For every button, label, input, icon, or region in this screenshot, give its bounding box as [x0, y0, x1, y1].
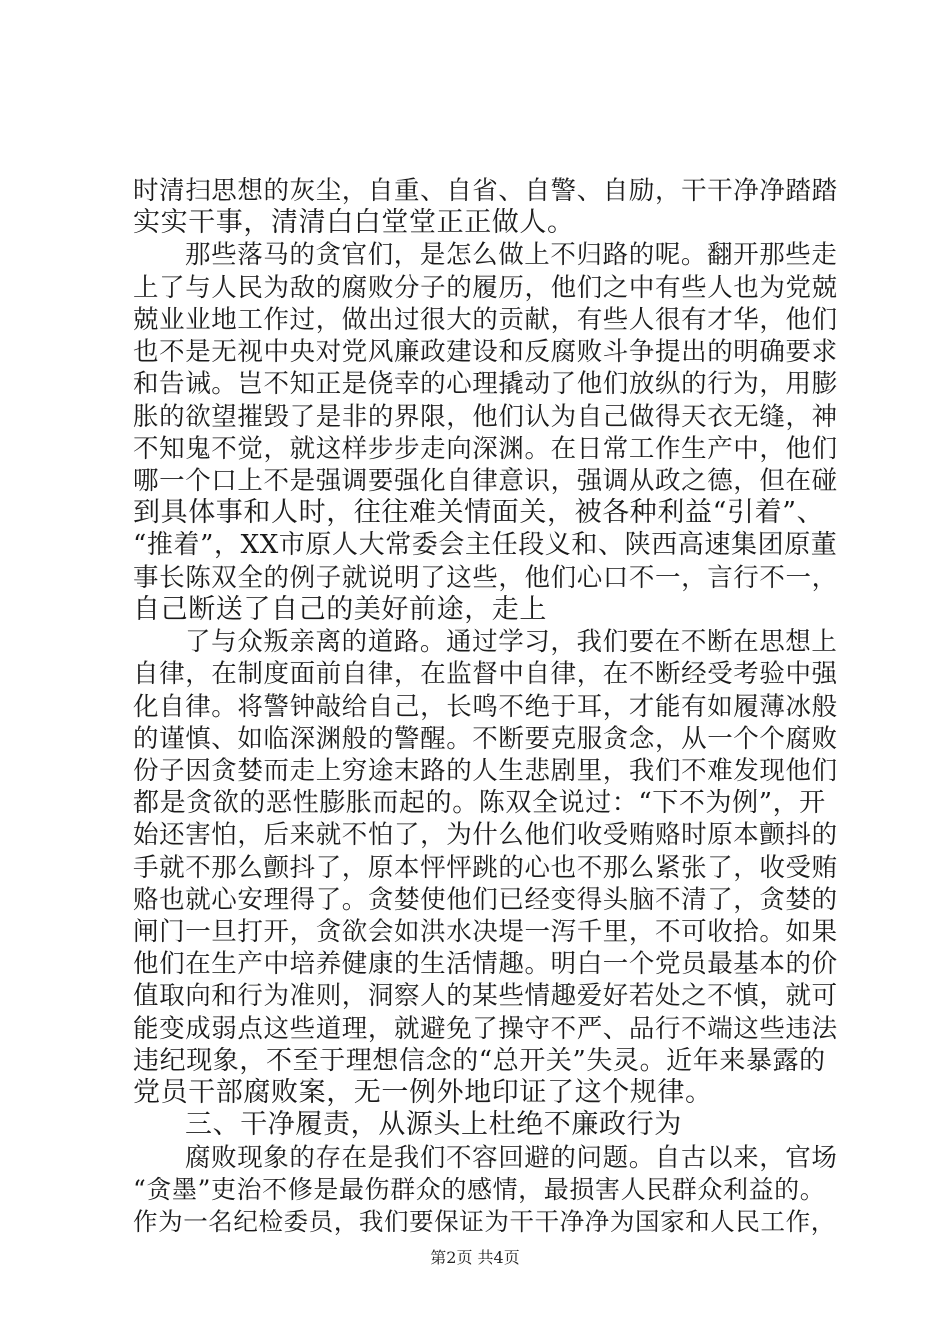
text-line: 和告诫。岂不知正是侥幸的心理撬动了他们放纵的行为，用膨	[133, 369, 838, 399]
text-line: 手就不那么颤抖了，原本怦怦跳的心也不那么紧张了，收受贿	[133, 853, 838, 883]
text-line: 始还害怕，后来就不怕了，为什么他们收受贿赂时原本颤抖的	[133, 820, 838, 850]
text-line: 了与众叛亲离的道路。通过学习，我们要在不断在思想上	[185, 627, 838, 657]
text-line: 违纪现象，不至于理想信念的“总开关”失灵。近年来暴露的	[133, 1046, 826, 1076]
text-line: 的谨慎、如临深渊般的警醒。不断要克服贪念，从一个个腐败	[133, 724, 838, 754]
text-line: 化自律。将警钟敲给自己，长鸣不绝于耳，才能有如履薄冰般	[133, 692, 838, 722]
text-line: 份子因贪婪而走上穷途末路的人生悲剧里，我们不难发现他们	[133, 756, 838, 786]
text-line: 能变成弱点这些道理，就避免了操守不严、品行不端这些违法	[133, 1014, 838, 1044]
text-line: 腐败现象的存在是我们不容回避的问题。自古以来，官场	[185, 1143, 838, 1173]
text-line: 他们在生产中培养健康的生活情趣。明白一个党员最基本的价	[133, 949, 838, 979]
text-line: 胀的欲望摧毁了是非的界限，他们认为自己做得天衣无缝，神	[133, 402, 838, 432]
text-line: 不知鬼不觉，就这样步步走向深渊。在日常工作生产中，他们	[133, 434, 838, 464]
text-line: “贪墨”吏治不修是最伤群众的感情，最损害人民群众利益的。	[133, 1175, 826, 1204]
text-line: 时清扫思想的灰尘，自重、自省、自警、自励，干干净净踏踏	[133, 176, 838, 206]
text-line: 事长陈双全的例子就说明了这些，他们心口不一，言行不一，	[133, 563, 838, 593]
text-line: 赂也就心安理得了。贪婪使他们已经变得头脑不清了，贪婪的	[133, 885, 838, 915]
text-line: 那些落马的贪官们，是怎么做上不归路的呢。翻开那些走	[185, 240, 838, 270]
text-line: 党员干部腐败案，无一例外地印证了这个规律。	[133, 1077, 713, 1108]
text-line: 都是贪欲的恶性膨胀而起的。陈双全说过：“下不为例”，开	[133, 788, 826, 818]
text-line: 自律，在制度面前自律，在监督中自律，在不断经受考验中强	[133, 659, 838, 689]
text-line: “推着”，XX市原人大常委会主任段义和、陕西高速集团原董	[133, 530, 838, 560]
text-line: 实实干事，清清白白堂堂正正做人。	[133, 207, 575, 238]
section-heading: 三、干净履责，从源头上杜绝不廉政行为	[185, 1109, 682, 1140]
text-line: 闸门一旦打开，贪欲会如洪水决堤一泻千里，不可收拾。如果	[133, 917, 838, 947]
text-line: 也不是无视中央对党风廉政建设和反腐败斗争提出的明确要求	[133, 337, 838, 367]
text-line: 值取向和行为准则，洞察人的某些情趣爱好若处之不慎，就可	[133, 981, 838, 1011]
text-line: 上了与人民为敌的腐败分子的履历，他们之中有些人也为党兢	[133, 273, 838, 303]
text-line: 自己断送了自己的美好前途，走上	[133, 594, 547, 625]
text-line: 到具体事和人时，往往难关情面关，被各种利益“引着”、	[133, 497, 825, 528]
text-line: 哪一个口上不是强调要强化自律意识，强调从政之德，但在碰	[133, 466, 838, 496]
text-line: 兢业业地工作过，做出过很大的贡献，有些人很有才华，他们	[133, 305, 838, 335]
page-number-footer: 第2页 共4页	[430, 1248, 520, 1267]
text-line: 作为一名纪检委员，我们要保证为干干净净为国家和人民工作，	[133, 1207, 836, 1236]
